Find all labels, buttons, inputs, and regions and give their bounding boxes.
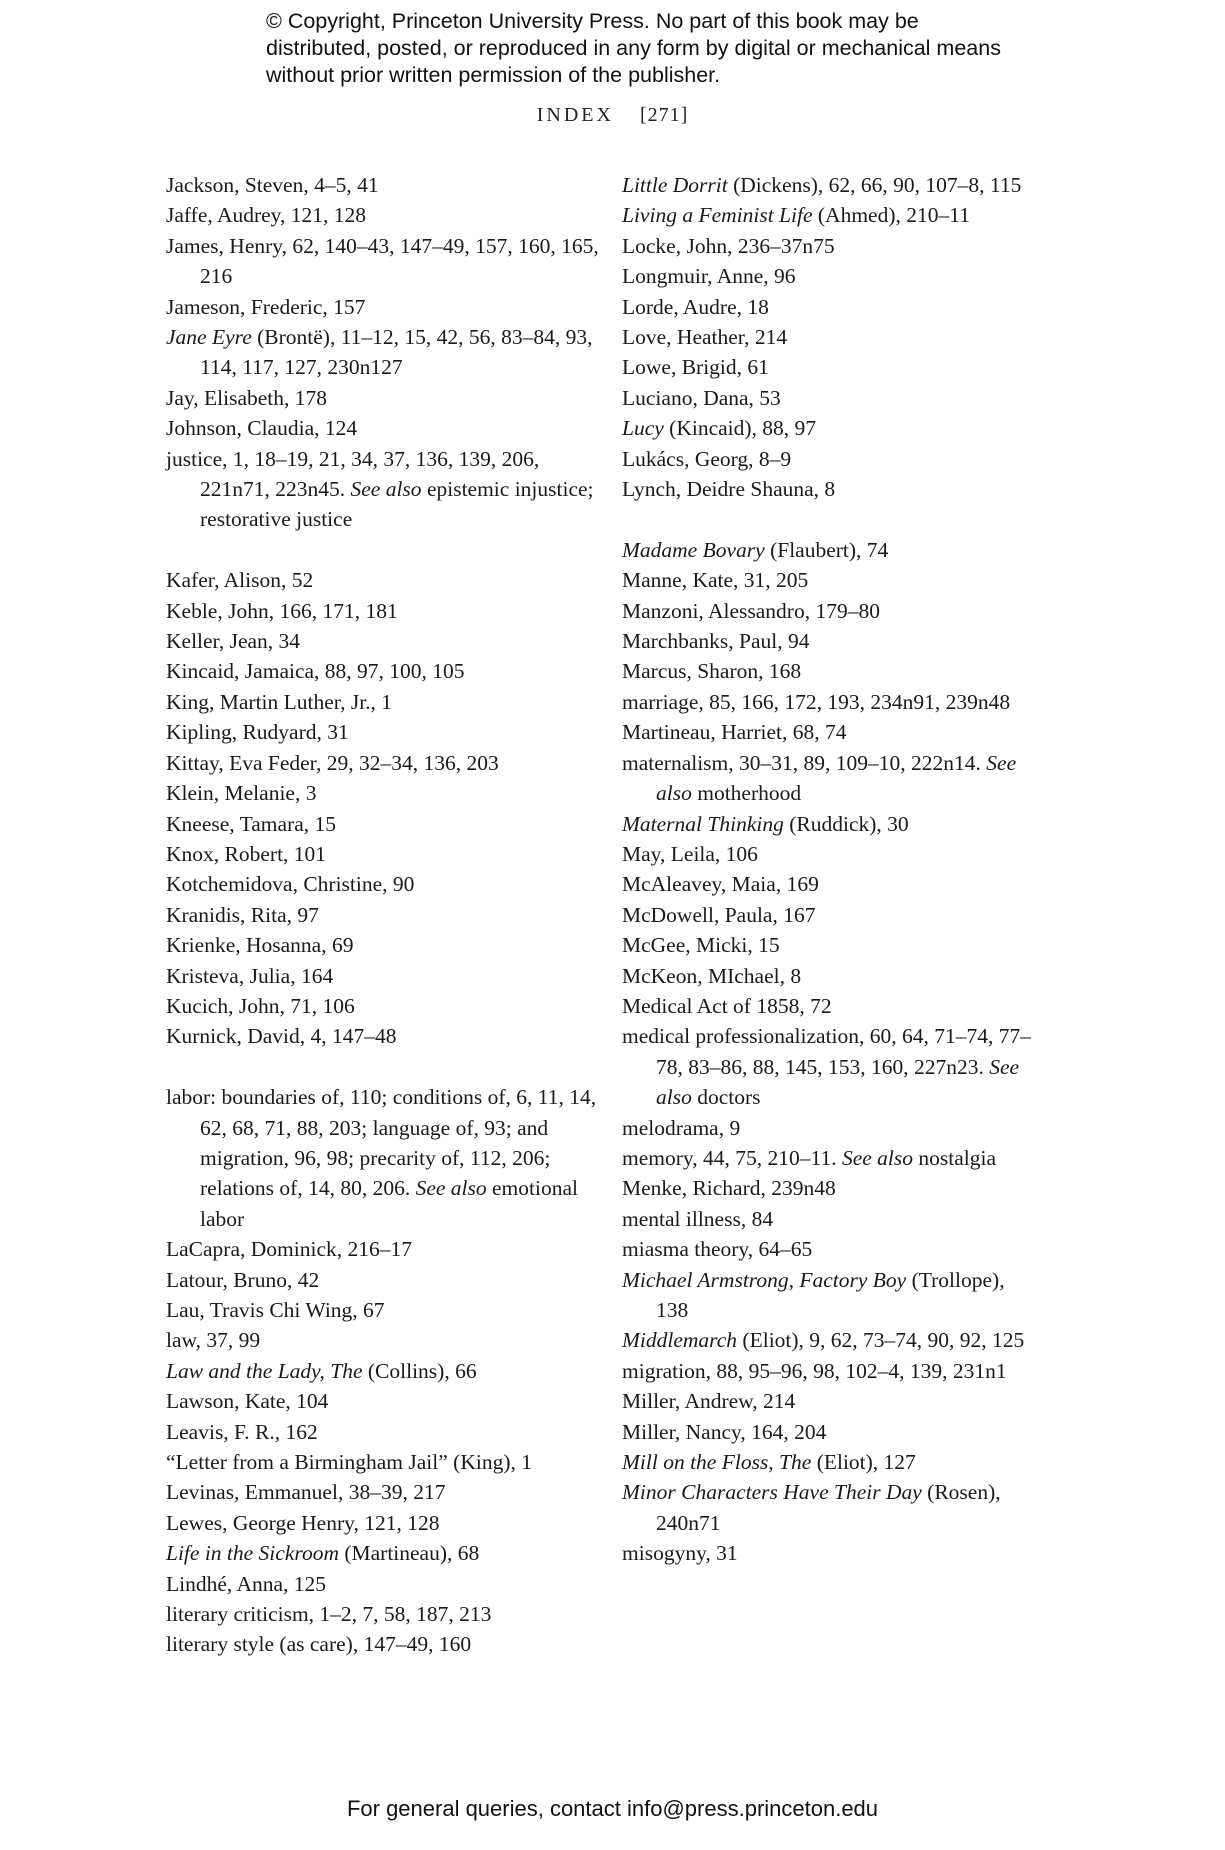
entry-text: Lukács, Georg, 8–9 <box>622 446 792 471</box>
index-entry <box>166 413 606 443</box>
entry-text: King, Martin Luther, Jr., 1 <box>166 689 393 714</box>
entry-text: Kneese, Tamara, 15 <box>166 811 337 836</box>
index-entry <box>622 1538 1042 1568</box>
entry-text: Kafer, Alison, 52 <box>166 568 314 593</box>
index-entry <box>622 383 1042 413</box>
index-entry <box>622 839 1042 869</box>
see-also-label: See also <box>350 477 422 502</box>
index-entry <box>622 565 1042 595</box>
see-also-label: See also <box>656 1054 1020 1110</box>
index-entry <box>166 596 606 626</box>
index-entry <box>622 200 1042 230</box>
entry-text: (Rosen), 240n71 <box>656 1480 1001 1535</box>
entry-text: McDowell, Paula, 167 <box>622 902 816 927</box>
index-entry <box>166 869 606 899</box>
entry-text: Martineau, Harriet, 68, 74 <box>622 720 847 745</box>
cross-reference-text: nostalgia <box>913 1145 997 1170</box>
entry-text: Love, Heather, 214 <box>622 325 788 350</box>
entry-title: Jane Eyre <box>166 325 252 350</box>
entry-title: Lucy <box>622 416 664 441</box>
entry-title: Maternal Thinking <box>622 811 784 836</box>
entry-text: Latour, Bruno, 42 <box>166 1267 320 1292</box>
index-entry <box>622 596 1042 626</box>
entry-text: melodrama, 9 <box>622 1115 741 1140</box>
index-entry <box>622 961 1042 991</box>
entry-text: literary style (as care), 147–49, 160 <box>166 1632 472 1657</box>
index-entry <box>622 1265 1042 1326</box>
index-entry <box>622 1386 1042 1416</box>
entry-text: Keble, John, 166, 171, 181 <box>166 598 398 623</box>
index-entry <box>622 1173 1042 1203</box>
entry-text: Krienke, Hosanna, 69 <box>166 933 354 958</box>
see-also-label: See also <box>656 750 1017 806</box>
entry-text: Jackson, Steven, 4–5, 41 <box>166 173 379 197</box>
entry-title: Middlemarch <box>622 1328 738 1353</box>
see-also-label: See also <box>841 1145 914 1170</box>
index-entry <box>166 1386 606 1416</box>
entry-text: Kurnick, David, 4, 147–48 <box>166 1024 397 1049</box>
index-entry <box>166 565 606 595</box>
index-entry <box>622 809 1042 839</box>
index-entry <box>166 930 606 960</box>
index-entry <box>622 444 1042 474</box>
index-entry <box>166 1477 606 1507</box>
entry-title: Law and the Lady, The <box>166 1358 363 1383</box>
entry-text: (Collins), 66 <box>362 1358 477 1383</box>
entry-text: Menke, Richard, 239n48 <box>622 1176 836 1201</box>
index-entry <box>166 1599 606 1629</box>
entry-text: Kranidis, Rita, 97 <box>166 902 319 927</box>
entry-text: migration, 88, 95–96, 98, 102–4, 139, 231n1 <box>622 1358 1007 1383</box>
index-entry <box>622 1477 1042 1538</box>
index-entry <box>166 656 606 686</box>
footer-contact: For general queries, contact info@press.princeton.edu <box>346 1796 879 1821</box>
index-entry <box>622 261 1042 291</box>
entry-text: misogyny, 31 <box>622 1541 738 1566</box>
index-entry <box>166 991 606 1021</box>
index-column-left <box>166 170 606 1660</box>
entry-text: justice, 1, 18–19, 21, 34, 37, 136, 139, 206, 221n71, 223n45. <box>166 446 540 502</box>
entry-text: marriage, 85, 166, 172, 193, 234n91, 239n48 <box>622 689 1011 714</box>
index-entry <box>622 170 1042 200</box>
entry-text: labor: boundaries of, 110; conditions of, 6, 11, 14, 62, 68, 71, 88, 203; language of, 93; and migration, 96, 98; precarity of, 112, 206; relations of, 14, 80, 206. <box>166 1085 597 1201</box>
entry-text: Lindhé, Anna, 125 <box>166 1571 327 1596</box>
entry-text: maternalism, 30–31, 89, 109–10, 222n14. <box>622 750 987 775</box>
index-entry <box>166 200 606 230</box>
entry-text: “Letter from a Birmingham Jail” (King), 1 <box>166 1450 532 1475</box>
index-entry <box>166 1234 606 1264</box>
entry-text: Johnson, Claudia, 124 <box>166 416 358 441</box>
entry-title: Minor Characters Have Their Day <box>622 1480 922 1505</box>
entry-text: (Eliot), 9, 62, 73–74, 90, 92, 125 <box>737 1328 1025 1353</box>
cross-reference-text: emotional labor <box>200 1176 578 1231</box>
index-entry <box>166 809 606 839</box>
entry-title: Michael Armstrong, Factory Boy <box>622 1267 907 1292</box>
entry-text: Manne, Kate, 31, 205 <box>622 568 809 593</box>
index-entry <box>166 1629 606 1659</box>
entry-text: (Ruddick), 30 <box>783 811 909 836</box>
entry-text: Kipling, Rudyard, 31 <box>166 720 349 745</box>
entry-text: Jaffe, Audrey, 121, 128 <box>166 203 367 228</box>
letter-group-gap <box>622 504 1042 534</box>
entry-title: Mill on the Floss, The <box>622 1450 812 1475</box>
entry-text: Manzoni, Alessandro, 179–80 <box>622 598 880 623</box>
index-entry <box>166 170 606 200</box>
entry-text: Lawson, Kate, 104 <box>166 1389 329 1414</box>
index-entry <box>166 1021 606 1051</box>
index-entry <box>166 322 606 383</box>
index-entry <box>166 626 606 656</box>
letter-group-gap <box>166 1052 606 1082</box>
index-entry <box>166 778 606 808</box>
cross-reference-text: doctors <box>691 1085 761 1110</box>
entry-text: Lorde, Audre, 18 <box>622 294 769 319</box>
index-entry <box>622 687 1042 717</box>
entry-text: Marcus, Sharon, 168 <box>622 659 802 684</box>
index-entry <box>622 231 1042 261</box>
index-entry <box>166 1356 606 1386</box>
index-entry <box>166 687 606 717</box>
entry-text: Leavis, F. R., 162 <box>166 1419 318 1444</box>
index-entry <box>166 1447 606 1477</box>
index-entry <box>622 1143 1042 1173</box>
index-entry <box>622 474 1042 504</box>
entry-text: McAleavey, Maia, 169 <box>622 872 819 897</box>
entry-text: (Kincaid), 88, 97 <box>663 416 817 441</box>
index-entry <box>166 1569 606 1599</box>
entry-text: McKeon, MIchael, 8 <box>622 963 802 988</box>
entry-text: (Dickens), 62, 66, 90, 107–8, 115 <box>727 173 1022 197</box>
entry-text: McGee, Micki, 15 <box>622 933 780 958</box>
index-entry <box>622 626 1042 656</box>
section-title: INDEX <box>536 104 614 126</box>
entry-text: mental illness, 84 <box>622 1206 774 1231</box>
entry-text: LaCapra, Dominick, 216–17 <box>166 1237 413 1262</box>
index-entry <box>166 1325 606 1355</box>
letter-group-gap <box>166 535 606 565</box>
index-entry <box>166 1295 606 1325</box>
entry-text: Jameson, Frederic, 157 <box>166 294 366 319</box>
entry-text: Levinas, Emmanuel, 38–39, 217 <box>166 1480 446 1505</box>
index-entry <box>166 1265 606 1295</box>
index-entry <box>622 717 1042 747</box>
entry-title: Little Dorrit <box>622 173 728 197</box>
index-entry <box>622 1021 1042 1112</box>
entry-text: Medical Act of 1858, 72 <box>622 993 832 1018</box>
entry-text: Lynch, Deidre Shauna, 8 <box>622 477 836 502</box>
index-entry <box>622 748 1042 809</box>
index-entry <box>622 991 1042 1021</box>
entry-text: Longmuir, Anne, 96 <box>622 264 796 289</box>
index-entry <box>622 535 1042 565</box>
page-number: [271] <box>639 104 689 126</box>
entry-text: (Martineau), 68 <box>338 1541 480 1566</box>
entry-text: medical professionalization, 60, 64, 71–74, 77–78, 83–86, 88, 145, 153, 160, 227n23. <box>622 1024 1032 1079</box>
entry-text: May, Leila, 106 <box>622 841 758 866</box>
index-entry <box>166 444 606 535</box>
index-entry <box>622 869 1042 899</box>
entry-text: Locke, John, 236–37n75 <box>622 233 835 258</box>
entry-text: (Ahmed), 210–11 <box>812 203 970 228</box>
entry-text: Lau, Travis Chi Wing, 67 <box>166 1298 385 1322</box>
copyright-notice: © Copyright, Princeton University Press. No part of this book may be distributed, posted, or reproduced in any form by digital or mechanical means without prior written permission of the publisher. <box>266 9 1001 87</box>
see-also-label: See also <box>415 1176 487 1201</box>
entry-title: Living a Feminist Life <box>622 203 813 228</box>
index-entry <box>166 839 606 869</box>
index-entry <box>622 900 1042 930</box>
entry-text: law, 37, 99 <box>166 1328 261 1353</box>
entry-text: Miller, Andrew, 214 <box>622 1389 796 1414</box>
index-entry <box>622 322 1042 352</box>
entry-text: memory, 44, 75, 210–11. <box>622 1145 842 1170</box>
index-entry <box>166 383 606 413</box>
entry-text: Lowe, Brigid, 61 <box>622 355 769 380</box>
index-entry <box>622 292 1042 322</box>
cross-reference-text: epistemic injustice; restorative justice <box>200 477 594 532</box>
index-entry <box>166 961 606 991</box>
index-entry <box>622 1204 1042 1234</box>
index-entry <box>622 1325 1042 1355</box>
entry-text: (Trollope), 138 <box>656 1267 1005 1323</box>
cross-reference-text: motherhood <box>691 781 802 806</box>
index-entry <box>166 1417 606 1447</box>
index-entry <box>622 930 1042 960</box>
index-entry <box>622 1417 1042 1447</box>
entry-text: Kincaid, Jamaica, 88, 97, 100, 105 <box>166 659 465 684</box>
index-entry <box>166 1538 606 1568</box>
entry-text: Klein, Melanie, 3 <box>166 781 317 806</box>
entry-text: miasma theory, 64–65 <box>622 1237 813 1262</box>
entry-text: (Brontë), 11–12, 15, 42, 56, 83–84, 93, 114, 117, 127, 230n127 <box>200 325 593 380</box>
running-head <box>0 104 1225 127</box>
entry-text: Kittay, Eva Feder, 29, 32–34, 136, 203 <box>166 750 499 775</box>
index-entry <box>622 1113 1042 1143</box>
index-entry <box>166 1508 606 1538</box>
entry-text: literary criticism, 1–2, 7, 58, 187, 213 <box>166 1602 492 1627</box>
index-entry <box>622 352 1042 382</box>
index-entry <box>622 1234 1042 1264</box>
entry-text: Kotchemidova, Christine, 90 <box>166 872 415 897</box>
entry-text: Kristeva, Julia, 164 <box>166 963 334 988</box>
index-entry <box>622 1356 1042 1386</box>
index-entry <box>622 656 1042 686</box>
index-entry <box>622 1447 1042 1477</box>
entry-text: James, Henry, 62, 140–43, 147–49, 157, 160, 165, 216 <box>166 233 599 289</box>
entry-title: Madame Bovary <box>622 537 765 562</box>
entry-text: Keller, Jean, 34 <box>166 629 301 654</box>
index-entry <box>166 900 606 930</box>
entry-text: Jay, Elisabeth, 178 <box>166 385 328 410</box>
entry-text: Knox, Robert, 101 <box>166 841 327 866</box>
index-entry <box>166 748 606 778</box>
entry-text: Lewes, George Henry, 121, 128 <box>166 1510 440 1535</box>
entry-text: Kucich, John, 71, 106 <box>166 993 355 1018</box>
index-entry <box>622 413 1042 443</box>
index-column-right <box>622 170 1042 1569</box>
entry-text: Miller, Nancy, 164, 204 <box>622 1419 827 1444</box>
index-entry <box>166 1082 606 1234</box>
entry-text: Marchbanks, Paul, 94 <box>622 629 810 654</box>
entry-text: (Flaubert), 74 <box>764 537 889 562</box>
entry-text: Luciano, Dana, 53 <box>622 385 781 410</box>
entry-title: Life in the Sickroom <box>166 1541 339 1566</box>
index-entry <box>166 717 606 747</box>
index-entry <box>166 231 606 292</box>
index-entry <box>166 292 606 322</box>
entry-text: (Eliot), 127 <box>811 1450 916 1475</box>
